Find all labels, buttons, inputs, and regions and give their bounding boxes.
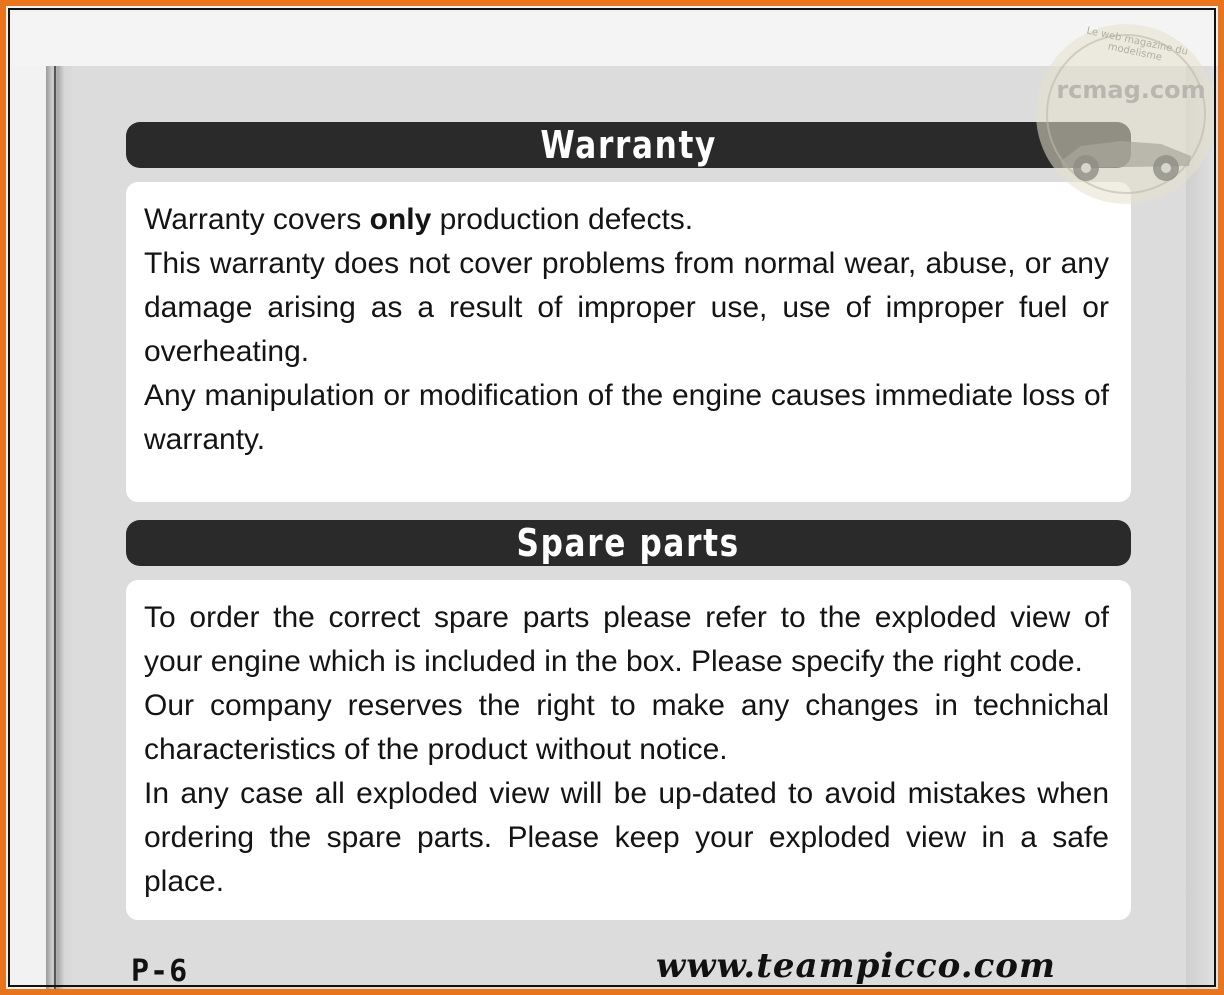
spare-parts-para3: In any case all exploded view will be up-dated to avoid mistakes when ordering the spare parts. Please keep your exploded view in a safe place.	[144, 777, 1109, 898]
spare-parts-para2: Our company reserves the right to make any changes in technichal characteristics of the product without notice.	[144, 689, 1109, 766]
inner-border	[8, 8, 1216, 987]
warranty-title: Warranty	[540, 123, 717, 167]
warranty-para2: This warranty does not cover problems from normal wear, abuse, or any damage arising as a result of improper use, use of improper fuel or overheating.	[144, 247, 1109, 368]
page-number: P-6	[131, 954, 189, 989]
spare-parts-title: Spare parts	[516, 521, 741, 565]
watermark-tagline: Le web magazine du modelisme	[1085, 25, 1189, 64]
website-url: www.teampicco.com	[656, 946, 1056, 986]
watermark-logo-text: rcmag.com	[1056, 76, 1206, 104]
warranty-para3: Any manipulation or modification of the engine causes immediate loss of warranty.	[144, 379, 1109, 456]
warranty-line1-pre: Warranty covers	[144, 203, 370, 236]
warranty-line1-post: production defects.	[431, 203, 694, 236]
spare-parts-para1: To order the correct spare parts please refer to the exploded view of your engine which is included in the box. Please specify the right code.	[144, 601, 1109, 678]
warranty-line1-bold: only	[369, 203, 432, 236]
